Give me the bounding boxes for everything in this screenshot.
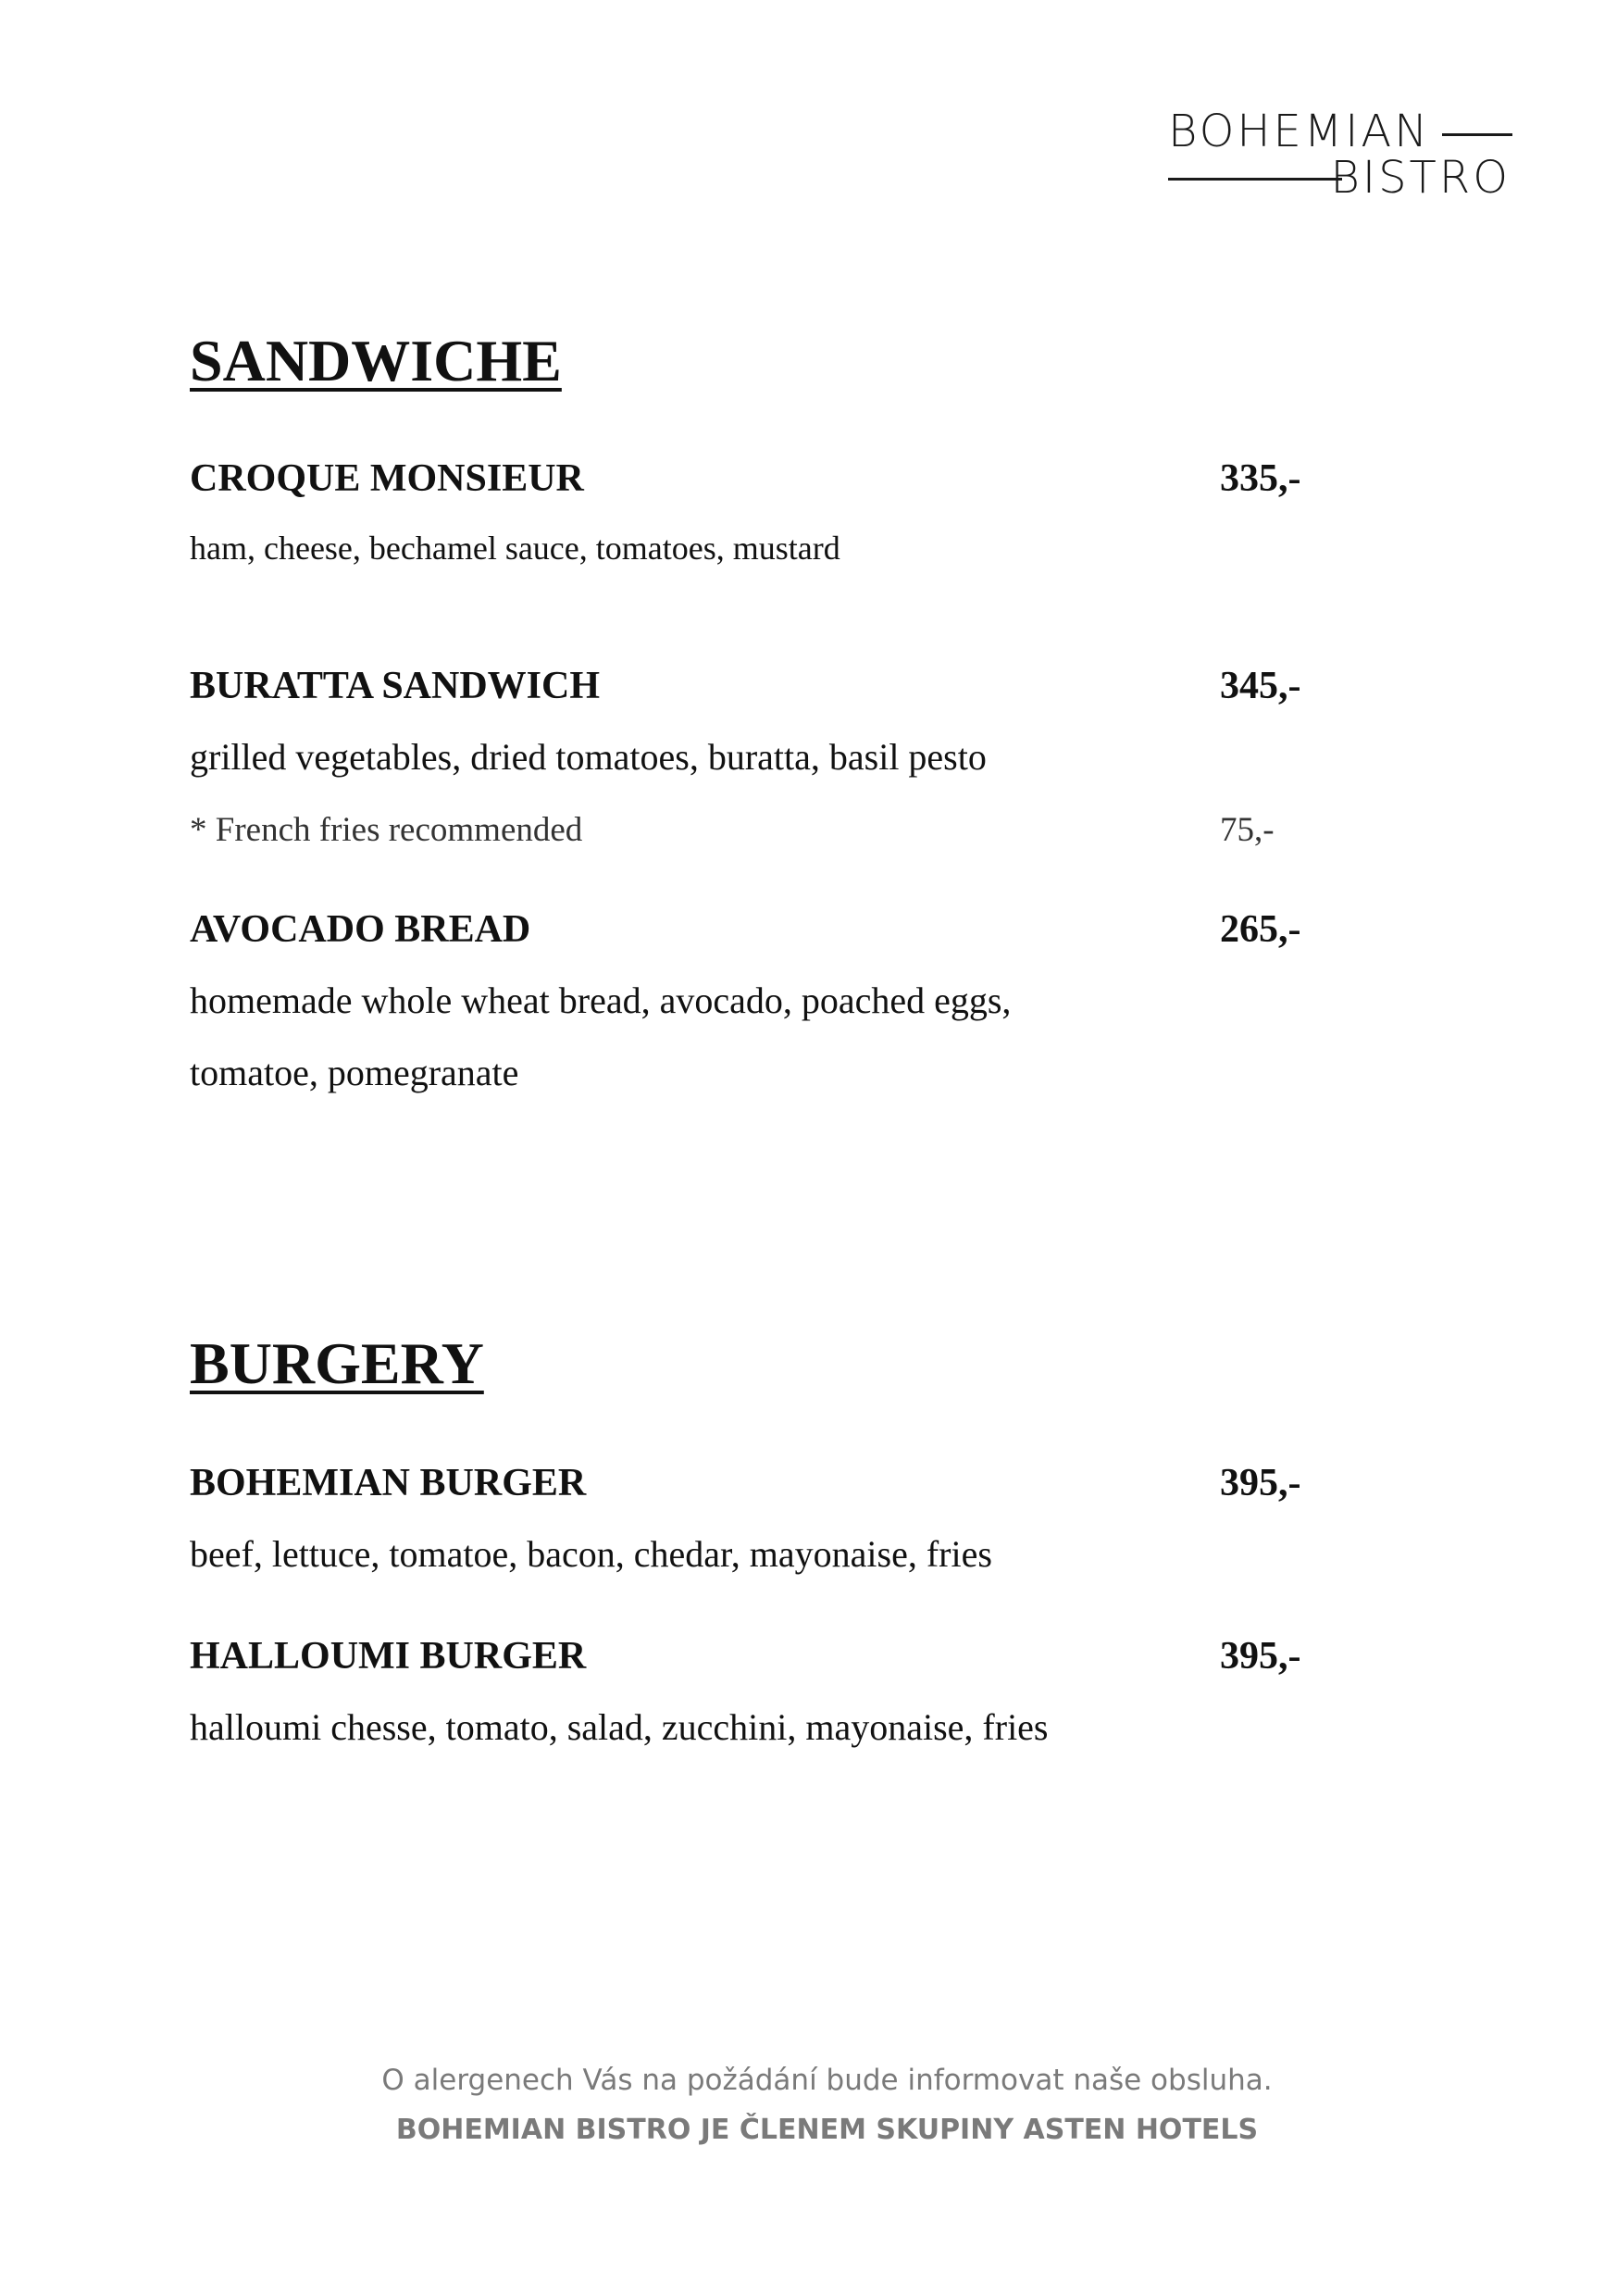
item-price: 265,- [1220, 908, 1301, 951]
membership-note: BOHEMIAN BISTRO JE ČLENEM SKUPINY ASTEN HOTELS [395, 2114, 1259, 2146]
logo-text-line2: BISTRO [1330, 152, 1511, 204]
item-description: grilled vegetables, dried tomatoes, buratta, basil pesto [190, 736, 987, 778]
item-description: halloumi chesse, tomato, salad, zucchini, mayonaise, fries [190, 1706, 1049, 1748]
logo-text-line1: BOHEMIAN [1168, 106, 1431, 157]
bistro-logo [1168, 104, 1520, 206]
section-heading: SANDWICHE [190, 328, 562, 393]
logo-rule-top [1442, 133, 1512, 136]
item-price: 345,- [1220, 665, 1301, 707]
item-name: BOHEMIAN BURGER [190, 1462, 587, 1504]
allergen-note: O alergenech Vás na požádání bude informovat naše obsluha. [381, 2064, 1273, 2097]
item-price: 395,- [1220, 1462, 1301, 1504]
section-heading: BURGERY [190, 1330, 484, 1396]
item-note: * French fries recommended [190, 811, 583, 849]
item-description: homemade whole wheat bread, avocado, poached eggs, [190, 980, 1012, 1021]
item-price: 395,- [1220, 1635, 1301, 1678]
item-name: CROQUE MONSIEUR [190, 457, 584, 500]
item-price: 335,- [1220, 457, 1301, 500]
item-note-price: 75,- [1220, 811, 1275, 849]
item-description: tomatoe, pomegranate [190, 1052, 519, 1093]
item-description: beef, lettuce, tomatoe, bacon, chedar, mayonaise, fries [190, 1533, 992, 1575]
item-name: AVOCADO BREAD [190, 908, 531, 951]
item-name: HALLOUMI BURGER [190, 1635, 587, 1678]
item-description: ham, cheese, bechamel sauce, tomatoes, mustard [190, 530, 840, 567]
item-name: BURATTA SANDWICH [190, 665, 601, 707]
logo-rule-bottom [1168, 178, 1342, 181]
